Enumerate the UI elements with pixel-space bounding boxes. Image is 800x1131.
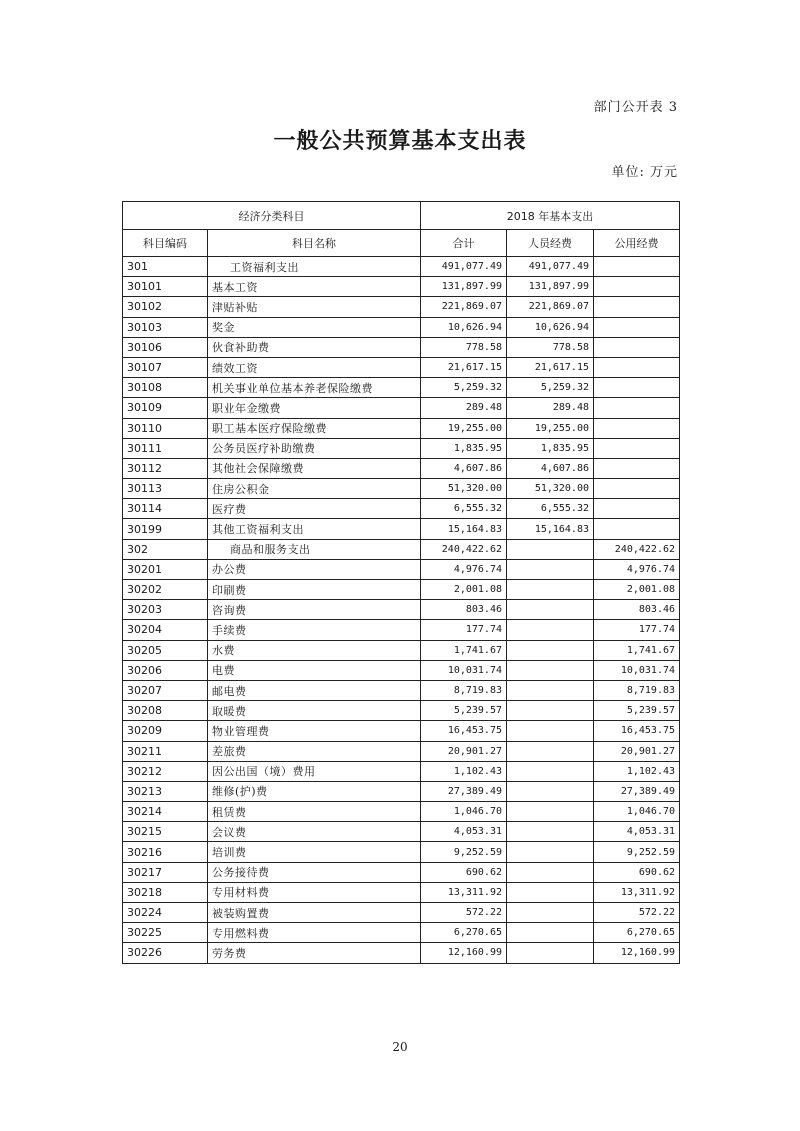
row-total: 16,453.75 <box>421 721 507 741</box>
row-code: 30203 <box>123 600 208 620</box>
row-code: 30207 <box>123 680 208 700</box>
table-row <box>123 862 680 882</box>
row-total: 10,626.94 <box>421 317 507 337</box>
row-total: 6,270.65 <box>421 923 507 943</box>
row-total: 240,422.62 <box>421 539 507 559</box>
row-code: 30205 <box>123 640 208 660</box>
row-public: 1,102.43 <box>594 761 680 781</box>
row-public: 1,046.70 <box>594 802 680 822</box>
row-personnel: 491,077.49 <box>507 257 594 277</box>
row-total: 10,031.74 <box>421 660 507 680</box>
row-public: 177.74 <box>594 620 680 640</box>
row-personnel: 19,255.00 <box>507 418 594 438</box>
row-code: 30214 <box>123 802 208 822</box>
row-code: 30204 <box>123 620 208 640</box>
column-header-total: 合计 <box>421 230 507 257</box>
row-name: 奖金 <box>208 317 421 337</box>
row-public: 20,901.27 <box>594 741 680 761</box>
row-personnel <box>507 600 594 620</box>
row-personnel <box>507 741 594 761</box>
table-row <box>123 882 680 902</box>
row-name: 邮电费 <box>208 680 421 700</box>
row-total: 4,976.74 <box>421 559 507 579</box>
row-personnel <box>507 640 594 660</box>
row-public <box>594 277 680 297</box>
row-code: 30213 <box>123 781 208 801</box>
table-row <box>123 317 680 337</box>
row-total: 1,046.70 <box>421 802 507 822</box>
row-public <box>594 297 680 317</box>
row-name: 绩效工资 <box>208 357 421 377</box>
row-name: 基本工资 <box>208 277 421 297</box>
row-public <box>594 499 680 519</box>
table-row <box>123 357 680 377</box>
table-row <box>123 438 680 458</box>
row-code: 30215 <box>123 822 208 842</box>
form-number: 部门公开表 3 <box>593 100 678 115</box>
row-personnel: 1,835.95 <box>507 438 594 458</box>
table-row <box>123 559 680 579</box>
row-code: 30216 <box>123 842 208 862</box>
row-total: 5,239.57 <box>421 701 507 721</box>
row-personnel <box>507 701 594 721</box>
table-row <box>123 822 680 842</box>
row-public <box>594 317 680 337</box>
table-row <box>123 903 680 923</box>
table-row <box>123 620 680 640</box>
row-personnel <box>507 802 594 822</box>
row-public: 16,453.75 <box>594 721 680 741</box>
table-row <box>123 337 680 357</box>
row-personnel <box>507 580 594 600</box>
table-row <box>123 519 680 539</box>
row-public: 1,741.67 <box>594 640 680 660</box>
row-name: 培训费 <box>208 842 421 862</box>
row-name: 劳务费 <box>208 943 421 963</box>
row-personnel: 778.58 <box>507 337 594 357</box>
row-personnel: 5,259.32 <box>507 378 594 398</box>
row-code: 30212 <box>123 761 208 781</box>
row-total: 1,102.43 <box>421 761 507 781</box>
table-row <box>123 640 680 660</box>
table-row <box>123 257 680 277</box>
row-total: 4,607.86 <box>421 458 507 478</box>
row-code: 30208 <box>123 701 208 721</box>
row-personnel: 131,897.99 <box>507 277 594 297</box>
budget-table <box>122 201 680 964</box>
row-public: 803.46 <box>594 600 680 620</box>
header-econ-class: 经济分类科目 <box>123 202 421 230</box>
table-row <box>123 580 680 600</box>
table-row <box>123 781 680 801</box>
table-row <box>123 923 680 943</box>
table-row <box>123 721 680 741</box>
row-public <box>594 418 680 438</box>
row-public <box>594 438 680 458</box>
table-row <box>123 741 680 761</box>
row-public <box>594 357 680 377</box>
row-code: 30101 <box>123 277 208 297</box>
row-code: 30102 <box>123 297 208 317</box>
row-personnel: 51,320.00 <box>507 479 594 499</box>
row-total: 289.48 <box>421 398 507 418</box>
unit-label: 单位: 万元 <box>611 165 678 180</box>
row-total: 15,164.83 <box>421 519 507 539</box>
table-row <box>123 680 680 700</box>
row-name: 住房公积金 <box>208 479 421 499</box>
row-personnel <box>507 761 594 781</box>
table-row <box>123 539 680 559</box>
table-row <box>123 418 680 438</box>
row-public: 4,976.74 <box>594 559 680 579</box>
row-code: 30107 <box>123 357 208 377</box>
row-name: 工资福利支出 <box>208 257 421 277</box>
page-title: 一般公共预算基本支出表 <box>273 129 527 154</box>
row-personnel <box>507 680 594 700</box>
row-name: 专用燃料费 <box>208 923 421 943</box>
row-public: 2,001.08 <box>594 580 680 600</box>
row-total: 131,897.99 <box>421 277 507 297</box>
row-name: 伙食补助费 <box>208 337 421 357</box>
row-name: 公务员医疗补助缴费 <box>208 438 421 458</box>
row-public: 10,031.74 <box>594 660 680 680</box>
row-code: 302 <box>123 539 208 559</box>
row-code: 30211 <box>123 741 208 761</box>
row-public: 6,270.65 <box>594 923 680 943</box>
row-personnel <box>507 721 594 741</box>
row-public: 8,719.83 <box>594 680 680 700</box>
row-total: 572.22 <box>421 903 507 923</box>
row-total: 690.62 <box>421 862 507 882</box>
row-name: 物业管理费 <box>208 721 421 741</box>
row-code: 30199 <box>123 519 208 539</box>
table-row <box>123 398 680 418</box>
row-total: 9,252.59 <box>421 842 507 862</box>
row-public: 9,252.59 <box>594 842 680 862</box>
row-total: 51,320.00 <box>421 479 507 499</box>
row-name: 职业年金缴费 <box>208 398 421 418</box>
row-personnel <box>507 620 594 640</box>
row-code: 30226 <box>123 943 208 963</box>
row-name: 会议费 <box>208 822 421 842</box>
row-total: 27,389.49 <box>421 781 507 801</box>
row-personnel <box>507 903 594 923</box>
row-code: 301 <box>123 257 208 277</box>
row-personnel: 4,607.86 <box>507 458 594 478</box>
row-public: 12,160.99 <box>594 943 680 963</box>
row-code: 30217 <box>123 862 208 882</box>
row-personnel <box>507 539 594 559</box>
row-name: 其他社会保障缴费 <box>208 458 421 478</box>
table-row <box>123 943 680 963</box>
row-total: 8,719.83 <box>421 680 507 700</box>
row-personnel <box>507 923 594 943</box>
row-total: 221,869.07 <box>421 297 507 317</box>
row-total: 177.74 <box>421 620 507 640</box>
row-code: 30110 <box>123 418 208 438</box>
row-total: 4,053.31 <box>421 822 507 842</box>
row-total: 803.46 <box>421 600 507 620</box>
row-name: 公务接待费 <box>208 862 421 882</box>
row-name: 印刷费 <box>208 580 421 600</box>
table-row <box>123 297 680 317</box>
row-code: 30111 <box>123 438 208 458</box>
row-public: 4,053.31 <box>594 822 680 842</box>
row-code: 30103 <box>123 317 208 337</box>
row-name: 因公出国（境）费用 <box>208 761 421 781</box>
row-personnel: 21,617.15 <box>507 357 594 377</box>
row-total: 21,617.15 <box>421 357 507 377</box>
table-row <box>123 277 680 297</box>
table-row <box>123 701 680 721</box>
table-row <box>123 479 680 499</box>
row-personnel <box>507 842 594 862</box>
row-personnel: 10,626.94 <box>507 317 594 337</box>
row-code: 30218 <box>123 882 208 902</box>
row-code: 30201 <box>123 559 208 579</box>
table-group-header-row <box>123 202 680 230</box>
row-public: 13,311.92 <box>594 882 680 902</box>
table-row <box>123 660 680 680</box>
row-code: 30224 <box>123 903 208 923</box>
row-name: 办公费 <box>208 559 421 579</box>
row-total: 13,311.92 <box>421 882 507 902</box>
row-public: 690.62 <box>594 862 680 882</box>
table-row <box>123 761 680 781</box>
row-name: 津贴补贴 <box>208 297 421 317</box>
table-row <box>123 458 680 478</box>
row-personnel <box>507 882 594 902</box>
row-public <box>594 378 680 398</box>
row-public: 27,389.49 <box>594 781 680 801</box>
row-total: 20,901.27 <box>421 741 507 761</box>
row-total: 778.58 <box>421 337 507 357</box>
column-header-code: 科目编码 <box>123 230 208 257</box>
table-row <box>123 802 680 822</box>
row-personnel <box>507 559 594 579</box>
row-name: 商品和服务支出 <box>208 539 421 559</box>
row-personnel <box>507 943 594 963</box>
row-name: 取暖费 <box>208 701 421 721</box>
table-column-header-row <box>123 230 680 257</box>
row-public: 572.22 <box>594 903 680 923</box>
row-public <box>594 398 680 418</box>
table-row <box>123 378 680 398</box>
row-personnel: 289.48 <box>507 398 594 418</box>
table-row <box>123 842 680 862</box>
row-public: 240,422.62 <box>594 539 680 559</box>
row-personnel <box>507 660 594 680</box>
row-name: 医疗费 <box>208 499 421 519</box>
row-public <box>594 257 680 277</box>
row-total: 19,255.00 <box>421 418 507 438</box>
column-header-name: 科目名称 <box>208 230 421 257</box>
column-header-public: 公用经费 <box>594 230 680 257</box>
row-name: 职工基本医疗保险缴费 <box>208 418 421 438</box>
page-number: 20 <box>392 1040 408 1054</box>
row-total: 2,001.08 <box>421 580 507 600</box>
row-code: 30109 <box>123 398 208 418</box>
row-total: 491,077.49 <box>421 257 507 277</box>
row-name: 水费 <box>208 640 421 660</box>
row-public <box>594 458 680 478</box>
row-code: 30112 <box>123 458 208 478</box>
row-public <box>594 519 680 539</box>
column-header-personnel: 人员经费 <box>507 230 594 257</box>
row-name: 专用材料费 <box>208 882 421 902</box>
row-code: 30209 <box>123 721 208 741</box>
row-total: 1,835.95 <box>421 438 507 458</box>
row-public <box>594 479 680 499</box>
row-personnel <box>507 822 594 842</box>
row-total: 1,741.67 <box>421 640 507 660</box>
row-code: 30202 <box>123 580 208 600</box>
row-personnel <box>507 781 594 801</box>
row-total: 12,160.99 <box>421 943 507 963</box>
table-row <box>123 600 680 620</box>
row-name: 维修(护)费 <box>208 781 421 801</box>
row-personnel <box>507 862 594 882</box>
row-personnel: 221,869.07 <box>507 297 594 317</box>
row-code: 30206 <box>123 660 208 680</box>
row-name: 被装购置费 <box>208 903 421 923</box>
row-public: 5,239.57 <box>594 701 680 721</box>
row-name: 咨询费 <box>208 600 421 620</box>
row-code: 30108 <box>123 378 208 398</box>
row-code: 30114 <box>123 499 208 519</box>
table-body <box>123 257 680 964</box>
row-name: 电费 <box>208 660 421 680</box>
row-code: 30106 <box>123 337 208 357</box>
row-name: 其他工资福利支出 <box>208 519 421 539</box>
row-personnel: 15,164.83 <box>507 519 594 539</box>
row-name: 租赁费 <box>208 802 421 822</box>
table-row <box>123 499 680 519</box>
header-year-basic: 2018 年基本支出 <box>421 202 680 230</box>
row-code: 30225 <box>123 923 208 943</box>
row-total: 6,555.32 <box>421 499 507 519</box>
row-public <box>594 337 680 357</box>
row-personnel: 6,555.32 <box>507 499 594 519</box>
row-name: 机关事业单位基本养老保险缴费 <box>208 378 421 398</box>
row-code: 30113 <box>123 479 208 499</box>
row-total: 5,259.32 <box>421 378 507 398</box>
row-name: 差旅费 <box>208 741 421 761</box>
row-name: 手续费 <box>208 620 421 640</box>
